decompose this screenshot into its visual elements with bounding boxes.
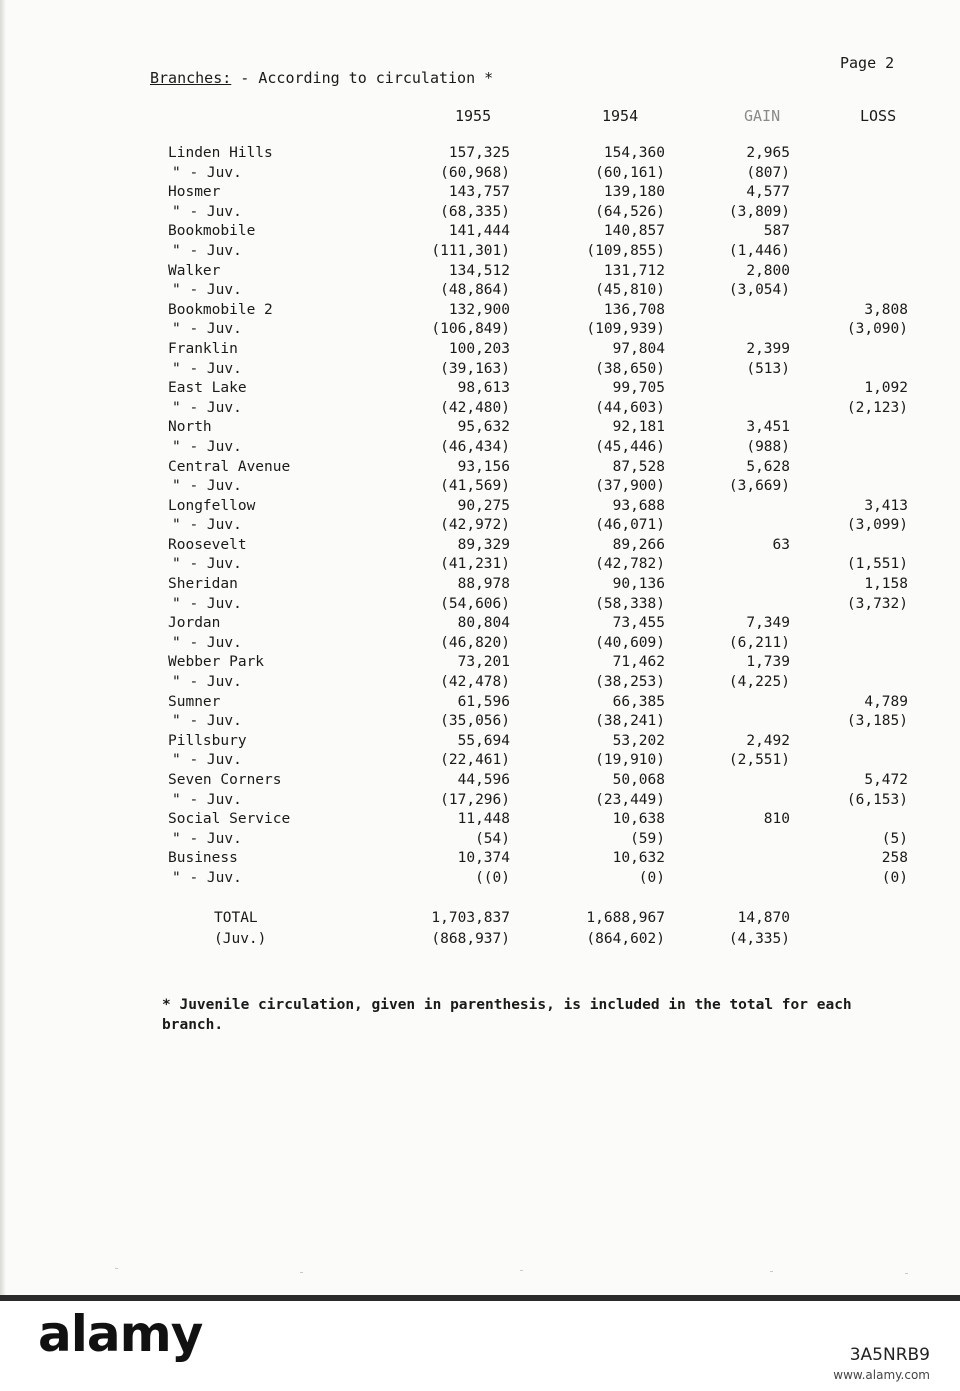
branch-name: Longfellow xyxy=(168,497,256,514)
value-1955: 157,325 xyxy=(448,145,510,161)
value-loss: 1,158 xyxy=(864,576,908,593)
value-1955: 1,703,837 xyxy=(431,910,510,926)
heading-branches-label: Branches: xyxy=(150,69,232,87)
branch-name: " - Juv. xyxy=(172,242,242,259)
table-row xyxy=(0,556,960,576)
value-1955: (68,335) xyxy=(440,203,510,220)
value-loss: (0) xyxy=(881,869,908,886)
value-1955: 88,978 xyxy=(457,576,510,593)
branch-name: Jordan xyxy=(168,615,221,632)
branch-name: " - Juv. xyxy=(172,674,242,691)
value-1954: (37,900) xyxy=(595,478,665,495)
branch-name: Bookmobile xyxy=(168,223,256,240)
branch-name: Pillsbury xyxy=(168,732,247,749)
value-1955: 10,374 xyxy=(457,850,510,867)
value-loss: (3,099) xyxy=(846,517,908,534)
table-row xyxy=(0,733,960,753)
value-1954: 53,202 xyxy=(612,732,665,749)
table-row xyxy=(0,439,960,459)
value-1954: 93,688 xyxy=(612,497,665,514)
value-1955: 11,448 xyxy=(457,811,510,828)
branch-name: " - Juv. xyxy=(172,556,242,573)
value-1954: (45,810) xyxy=(595,282,665,299)
value-loss: (3,090) xyxy=(846,321,908,338)
value-1955: 100,203 xyxy=(448,340,510,357)
value-gain: (988) xyxy=(746,438,790,455)
table-row xyxy=(0,674,960,694)
branch-name: " - Juv. xyxy=(172,164,242,181)
value-loss: (3,185) xyxy=(846,713,908,730)
value-1954: (38,253) xyxy=(595,674,665,691)
table-row xyxy=(0,419,960,439)
value-1954: 1,688,967 xyxy=(586,910,665,926)
branch-name: " - Juv. xyxy=(172,478,242,495)
value-1954: (19,910) xyxy=(595,752,665,769)
table-row xyxy=(0,596,960,616)
value-1955: (22,461) xyxy=(440,752,510,769)
value-1954: 89,266 xyxy=(612,536,665,553)
scan-speck xyxy=(905,1273,908,1274)
value-gain: (807) xyxy=(746,164,790,181)
value-1954: 131,712 xyxy=(603,262,665,279)
table-row xyxy=(0,576,960,596)
value-1954: 66,385 xyxy=(612,693,665,710)
branch-name: " - Juv. xyxy=(172,399,242,416)
table-row xyxy=(0,184,960,204)
value-1955: (41,231) xyxy=(440,556,510,573)
value-1954: (44,603) xyxy=(595,399,665,416)
value-1955: 132,900 xyxy=(448,301,510,318)
value-1954: (109,939) xyxy=(586,321,665,338)
branch-name: " - Juv. xyxy=(172,203,242,220)
table-row xyxy=(0,850,960,870)
table-row xyxy=(0,321,960,341)
branch-name: " - Juv. xyxy=(172,360,242,377)
totals-label: TOTAL xyxy=(214,910,258,926)
branch-name: East Lake xyxy=(168,380,247,397)
value-1955: (868,937) xyxy=(431,931,510,947)
table-row xyxy=(0,752,960,772)
branch-name: " - Juv. xyxy=(172,713,242,730)
value-1955: (111,301) xyxy=(431,242,510,259)
table-row xyxy=(0,811,960,831)
value-1955: 61,596 xyxy=(457,693,510,710)
branch-name: " - Juv. xyxy=(172,634,242,651)
value-1955: (41,569) xyxy=(440,478,510,495)
value-1955: (46,820) xyxy=(440,634,510,651)
value-1955: (54,606) xyxy=(440,595,510,612)
value-1954: (864,602) xyxy=(586,931,665,947)
value-gain: 2,492 xyxy=(746,732,790,749)
value-1954: 50,068 xyxy=(612,772,665,788)
branch-name: Sheridan xyxy=(168,576,238,593)
value-1955: 80,804 xyxy=(457,615,510,632)
scan-speck xyxy=(300,1272,303,1273)
value-1955: 98,613 xyxy=(457,380,510,397)
value-1954: (109,855) xyxy=(586,242,665,259)
table-row xyxy=(0,498,960,518)
value-1955: (42,478) xyxy=(440,674,510,691)
totals-section xyxy=(0,910,960,952)
table-row xyxy=(0,302,960,322)
table-row xyxy=(0,361,960,381)
value-1954: (42,782) xyxy=(595,556,665,573)
value-1955: 95,632 xyxy=(457,419,510,436)
value-gain: (2,551) xyxy=(728,752,790,769)
table-row xyxy=(0,635,960,655)
value-loss: 1,092 xyxy=(864,380,908,397)
branch-name: " - Juv. xyxy=(172,830,242,847)
value-1954: 90,136 xyxy=(612,576,665,593)
value-gain: 5,628 xyxy=(746,458,790,475)
table-row xyxy=(0,870,960,890)
value-gain: (513) xyxy=(746,360,790,377)
value-gain: (1,446) xyxy=(728,242,790,259)
value-1955: (106,849) xyxy=(431,321,510,338)
table-row xyxy=(0,145,960,165)
column-header-1954: 1954 xyxy=(602,107,639,125)
value-1954: 136,708 xyxy=(603,301,665,318)
table-row xyxy=(0,165,960,185)
value-1955: (54) xyxy=(475,830,510,847)
branch-name: Central Avenue xyxy=(168,458,291,475)
value-1955: 143,757 xyxy=(448,184,510,201)
table-row xyxy=(0,772,960,792)
circulation-table xyxy=(0,145,960,890)
branch-name: " - Juv. xyxy=(172,791,242,808)
value-1954: 154,360 xyxy=(603,145,665,161)
value-loss: (2,123) xyxy=(846,399,908,416)
value-gain: (3,669) xyxy=(728,478,790,495)
value-1955: 90,275 xyxy=(457,497,510,514)
table-row xyxy=(0,478,960,498)
table-row xyxy=(0,400,960,420)
value-gain: 810 xyxy=(763,811,790,828)
value-gain: 7,349 xyxy=(746,615,790,632)
value-1954: (23,449) xyxy=(595,791,665,808)
table-row xyxy=(0,380,960,400)
value-1955: (39,163) xyxy=(440,360,510,377)
value-1955: 55,694 xyxy=(457,732,510,749)
table-row xyxy=(0,792,960,812)
value-loss: 3,808 xyxy=(864,301,908,318)
value-1954: 10,638 xyxy=(612,811,665,828)
branch-name: Bookmobile 2 xyxy=(168,301,273,318)
value-gain: 1,739 xyxy=(746,654,790,671)
watermark-url: www.alamy.com xyxy=(833,1368,930,1382)
value-1954: 139,180 xyxy=(603,184,665,201)
scan-speck xyxy=(770,1271,773,1272)
value-1955: (42,480) xyxy=(440,399,510,416)
table-row xyxy=(0,282,960,302)
value-1955: (46,434) xyxy=(440,438,510,455)
branch-name: Walker xyxy=(168,262,221,279)
table-row xyxy=(0,341,960,361)
totals-row xyxy=(0,910,960,931)
table-row xyxy=(0,204,960,224)
branch-name: " - Juv. xyxy=(172,869,242,886)
value-loss: 5,472 xyxy=(864,772,908,788)
value-1955: (17,296) xyxy=(440,791,510,808)
value-1954: (0) xyxy=(638,869,665,886)
value-gain: 4,577 xyxy=(746,184,790,201)
footnote: * Juvenile circulation, given in parenthesis, is included in the total for each branch. xyxy=(162,997,852,1033)
value-1955: 73,201 xyxy=(457,654,510,671)
branch-name: " - Juv. xyxy=(172,517,242,534)
branch-name: " - Juv. xyxy=(172,752,242,769)
value-gain: 2,965 xyxy=(746,145,790,161)
branch-name: Sumner xyxy=(168,693,221,710)
value-1955: (48,864) xyxy=(440,282,510,299)
value-1954: 10,632 xyxy=(612,850,665,867)
table-row xyxy=(0,517,960,537)
table-heading xyxy=(150,69,493,87)
branch-name: Seven Corners xyxy=(168,772,282,788)
value-gain: 14,870 xyxy=(737,910,790,926)
value-loss: 4,789 xyxy=(864,693,908,710)
value-1954: (40,609) xyxy=(595,634,665,651)
scan-speck xyxy=(520,1270,523,1271)
value-1955: (35,056) xyxy=(440,713,510,730)
value-1954: 92,181 xyxy=(612,419,665,436)
branch-name: " - Juv. xyxy=(172,321,242,338)
value-loss: (3,732) xyxy=(846,595,908,612)
value-1954: (45,446) xyxy=(595,438,665,455)
table-row xyxy=(0,654,960,674)
watermark-image-id: 3A5NRB9 xyxy=(849,1345,930,1365)
totals-label: (Juv.) xyxy=(214,931,267,947)
value-1954: (38,650) xyxy=(595,360,665,377)
value-gain: (3,054) xyxy=(728,282,790,299)
branch-name: Roosevelt xyxy=(168,536,247,553)
value-1954: (46,071) xyxy=(595,517,665,534)
value-gain: 63 xyxy=(772,536,790,553)
value-1954: 140,857 xyxy=(603,223,665,240)
table-row xyxy=(0,243,960,263)
table-row xyxy=(0,537,960,557)
value-1955: (60,968) xyxy=(440,164,510,181)
value-1954: (38,241) xyxy=(595,713,665,730)
value-gain: (4,225) xyxy=(728,674,790,691)
table-row xyxy=(0,831,960,851)
value-1954: 73,455 xyxy=(612,615,665,632)
value-gain: (3,809) xyxy=(728,203,790,220)
scan-speck xyxy=(115,1268,118,1269)
value-1954: (59) xyxy=(630,830,665,847)
table-row xyxy=(0,223,960,243)
branch-name: Social Service xyxy=(168,811,291,828)
branch-name: " - Juv. xyxy=(172,438,242,455)
table-row xyxy=(0,459,960,479)
totals-row xyxy=(0,931,960,952)
value-gain: 2,399 xyxy=(746,340,790,357)
watermark-logo: alamy xyxy=(38,1305,203,1363)
value-loss: (6,153) xyxy=(846,791,908,808)
value-gain: 587 xyxy=(763,223,790,240)
value-1955: (42,972) xyxy=(440,517,510,534)
value-gain: (4,335) xyxy=(728,931,790,947)
table-row xyxy=(0,713,960,733)
value-1955: 93,156 xyxy=(457,458,510,475)
value-gain: 3,451 xyxy=(746,419,790,436)
value-loss: (5) xyxy=(881,830,908,847)
value-1955: 89,329 xyxy=(457,536,510,553)
column-header-1955: 1955 xyxy=(455,107,492,125)
value-1955: ((0) xyxy=(475,869,510,886)
value-loss: (1,551) xyxy=(846,556,908,573)
table-row xyxy=(0,263,960,283)
branch-name: Franklin xyxy=(168,340,238,357)
value-gain: (6,211) xyxy=(728,634,790,651)
column-header-gain: GAIN xyxy=(744,107,781,125)
value-loss: 258 xyxy=(881,850,908,867)
value-1954: (58,338) xyxy=(595,595,665,612)
value-1954: 99,705 xyxy=(612,380,665,397)
branch-name: Webber Park xyxy=(168,654,265,671)
watermark-strip xyxy=(0,1295,960,1301)
heading-description: - According to circulation * xyxy=(231,69,494,87)
value-loss: 3,413 xyxy=(864,497,908,514)
table-row xyxy=(0,694,960,714)
value-1955: 44,596 xyxy=(457,772,510,788)
branch-name: Hosmer xyxy=(168,184,221,201)
table-row xyxy=(0,615,960,635)
value-1955: 134,512 xyxy=(448,262,510,279)
value-1954: 97,804 xyxy=(612,340,665,357)
branch-name: North xyxy=(168,419,212,436)
value-1954: 71,462 xyxy=(612,654,665,671)
branch-name: " - Juv. xyxy=(172,595,242,612)
branch-name: " - Juv. xyxy=(172,282,242,299)
branch-name: Business xyxy=(168,850,238,867)
value-1954: (60,161) xyxy=(595,164,665,181)
value-gain: 2,800 xyxy=(746,262,790,279)
page-number: Page 2 xyxy=(840,54,895,72)
branch-name: Linden Hills xyxy=(168,145,273,161)
value-1954: (64,526) xyxy=(595,203,665,220)
column-header-loss: LOSS xyxy=(860,107,897,125)
value-1955: 141,444 xyxy=(448,223,510,240)
value-1954: 87,528 xyxy=(612,458,665,475)
